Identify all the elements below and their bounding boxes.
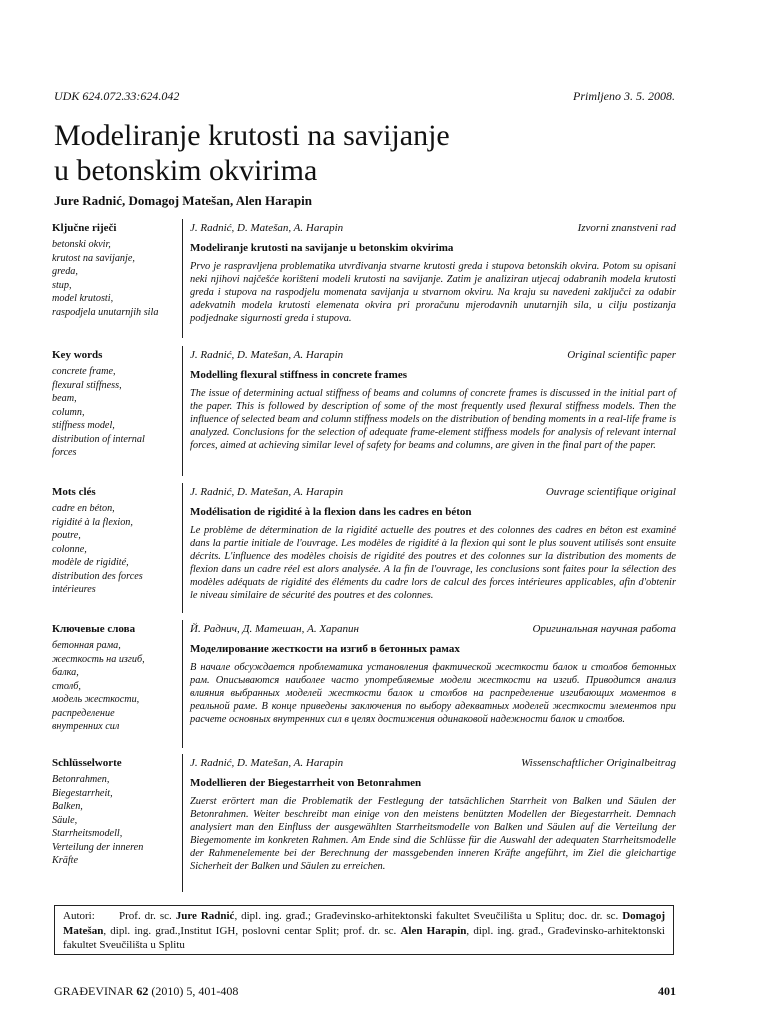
abstract-authors: J. Radnić, D. Matešan, A. Harapin <box>190 757 344 769</box>
keywords-block-fr <box>52 486 174 597</box>
paper-type: Izvorni znanstveni rad <box>577 222 676 234</box>
abstract-text: Prvo je raspravljena problematika utvrđivanja stvarne krutosti greda i stupova betonskih okvira. Potom su opisani neki njihovi najčešće korišteni modeli krutosti na savijanje. Zatim je analiziran utjecaj odabranih modela krutosti greda i stupova na raspodjelu momenata savijanja u stvarnom okviru. Na kraju su navedeni zaključci za odabir adekvatnih modela krutosti elemenata okvira pri proračunu mjerodavnih unutarnjih sila, u cilju postizanja podjednake sigurnosti greda i stupova. <box>190 261 676 324</box>
abstract-meta <box>190 349 676 363</box>
abstract-meta <box>190 757 676 771</box>
author-name: Alen Harapin <box>400 924 467 937</box>
abstract-block-fr <box>190 486 676 602</box>
author-affiliation: , dipl. ing. građ.,Institut IGH, poslovni centar Split; prof. dr. sc. <box>103 924 401 937</box>
column-divider <box>182 219 183 338</box>
abstract-text: The issue of determining actual stiffness of beams and columns of concrete frames is discussed in the initial part of the paper. This is followed by description of some of the most frequently used flexural stiffness models. Then the influence of selected beam and column stiffness models on the distribution of bending moments in a real-life frame is analyzed. Conclusions for the selection of adequate frame-element stiffness models for analysis of relevant internal forces, aimed at achieving similar level of safety for beams and columns, are given in the final part of the paper. <box>190 388 676 451</box>
keywords-list: concrete frame, flexural stiffness, beam, column, stiffness model, distribution of internal forces <box>52 366 145 458</box>
column-divider <box>182 346 183 476</box>
abstract-meta <box>190 486 676 500</box>
column-divider <box>182 483 183 613</box>
keywords-list: cadre en béton, rigidité à la flexion, poutre, colonne, modèle de rigidité, distribution des forces intérieures <box>52 503 143 595</box>
keywords-heading: Schlüsselworte <box>52 757 122 769</box>
paper-type: Wissenschaftlicher Originalbeitrag <box>521 757 676 769</box>
abstract-title: Modélisation de rigidité à la flexion dans les cadres en béton <box>190 506 472 518</box>
keywords-list: бетонная рама, жесткость на изгиб, балка, столб, модель жесткости, распределение внутренних сил <box>52 640 145 732</box>
abstract-authors: J. Radnić, D. Matešan, A. Harapin <box>190 222 344 234</box>
abstract-text: В начале обсуждается проблематика установления фактической жесткости балок и столбов бетонных рам. Описываются наиболее часто употребляемые модели жесткости на изгиб. Приводится анализ влияния выбранных моделей жесткости балок и столбов на распределение изгибающих моментов в реальной раме. В конце приведены заключения по выбору адекватных моделей жесткости элементов при расчете основных внутренних сил в целях достижения одинаковой надежности балок и столбов. <box>190 662 676 725</box>
keywords-heading: Ključne riječi <box>52 222 117 234</box>
authors-affiliation-box <box>54 905 674 955</box>
paper-authors: Jure Radnić, Domagoj Matešan, Alen Harapin <box>54 193 312 208</box>
abstract-title: Modellieren der Biegestarrheit von Betonrahmen <box>190 777 422 789</box>
author-affiliation: , dipl. ing. građ.; Građevinsko-arhitektonski fakultet Sveučilišta u Splitu; doc. dr. sc. <box>234 910 623 922</box>
abstract-authors: J. Radnić, D. Matešan, A. Harapin <box>190 349 344 361</box>
author-affiliation: , dipl. ing. građ., Građevinsko-arhitektonski fakultet Sveučilišta u Splitu <box>63 924 665 951</box>
authors-label: Autori: <box>63 910 95 922</box>
journal-citation <box>54 984 238 999</box>
abstract-meta <box>190 222 676 236</box>
abstract-title: Modeliranje krutosti na savijanje u betonskim okvirima <box>190 242 454 254</box>
paper-type: Ouvrage scientifique original <box>545 486 676 498</box>
author-name: Jure Radnić <box>175 910 235 922</box>
abstract-meta <box>190 623 676 637</box>
abstract-block-de <box>190 757 676 873</box>
abstract-text: Zuerst erörtert man die Problematik der Festlegung der tatsächlichen Starrheit von Balken und Säulen der Betonrahmen. Weiter beschreibt man einige von den meistens benützten Modellen der Biegestarrheit. Demnach analysiert man den Einfluss der ausgewählten Starrheitsmodelle von Balken und Säulen auf die Verteilung der Biegemomente im konkreten Rahmen. Am Ende sind die Schlüsse für die Auswahl der adequaten Starrheitsmodelle der Rahmenelemente bei der Berechnung der massgebenden inneren Kräfte angeführt, im Ziel die gleichartige Sicherheit der Balken und Säulen zu erreichen. <box>190 796 676 872</box>
keywords-block-en <box>52 349 174 460</box>
title-line-1: Modeliranje krutosti na savijanje <box>54 119 450 152</box>
udk-code: UDK 624.072.33:624.042 <box>54 89 180 103</box>
abstract-block-ru <box>190 623 676 727</box>
keywords-block-de <box>52 757 174 868</box>
page-number: 401 <box>658 984 676 998</box>
keywords-block-hr <box>52 222 174 319</box>
abstract-block-hr <box>190 222 676 326</box>
journal-name: GRAĐEVINAR <box>54 984 137 998</box>
keywords-block-ru <box>52 623 174 734</box>
title-line-2: u betonskim okvirima <box>54 154 318 187</box>
keywords-heading: Key words <box>52 349 103 361</box>
column-divider <box>182 620 183 748</box>
paper-title <box>54 118 694 188</box>
paper-type: Оригинальная научная работа <box>532 623 676 635</box>
keywords-heading: Mots clés <box>52 486 96 498</box>
abstract-title: Modelling flexural stiffness in concrete frames <box>190 369 408 381</box>
keywords-list: Betonrahmen, Biegestarrheit, Balken, Säule, Starrheitsmodell, Verteilung der inneren Kräfte <box>52 774 144 866</box>
journal-volume: 62 <box>136 984 149 998</box>
keywords-list: betonski okvir, krutost na savijanje, greda, stup, model krutosti, raspodjela unutarnjih sila <box>52 239 159 318</box>
keywords-heading: Ключевые слова <box>52 623 136 635</box>
abstract-title: Моделирование жесткости на изгиб в бетонных рамах <box>190 643 460 655</box>
journal-issue: (2010) 5, 401-408 <box>148 984 239 998</box>
author-name: Domagoj Matešan <box>63 910 665 937</box>
column-divider <box>182 754 183 892</box>
received-date: Primljeno 3. 5. 2008. <box>573 89 675 103</box>
author-prefix: Prof. dr. sc. <box>119 910 176 922</box>
abstract-authors: Й. Раднич, Д. Матешан, А. Харапин <box>190 623 360 635</box>
abstract-block-en <box>190 349 676 453</box>
paper-type: Original scientific paper <box>567 349 676 361</box>
abstract-text: Le problème de détermination de la rigidité actuelle des poutres et des colonnes des cadres en béton est examiné dans la partie initiale de l'ouvrage. Les modèles de rigidité à la flexion qui sont le plus souvent utilisés sont ensuite décrits. L'influence des modèles choisis de rigidité des poutres et des colonnes sur la distribution des moments de flexion dans un cadre réel est alors analysée. A la fin de l'ouvrage, les conclusions sont faites pour la sélection des modèles adéquats de rigidité des éléments du cadre lors de calcul des forces intérieures applicables, afin d'obtenir le niveau similaire de sécurité des poutres et des colonnes. <box>190 525 676 601</box>
abstract-authors: J. Radnić, D. Matešan, A. Harapin <box>190 486 344 498</box>
